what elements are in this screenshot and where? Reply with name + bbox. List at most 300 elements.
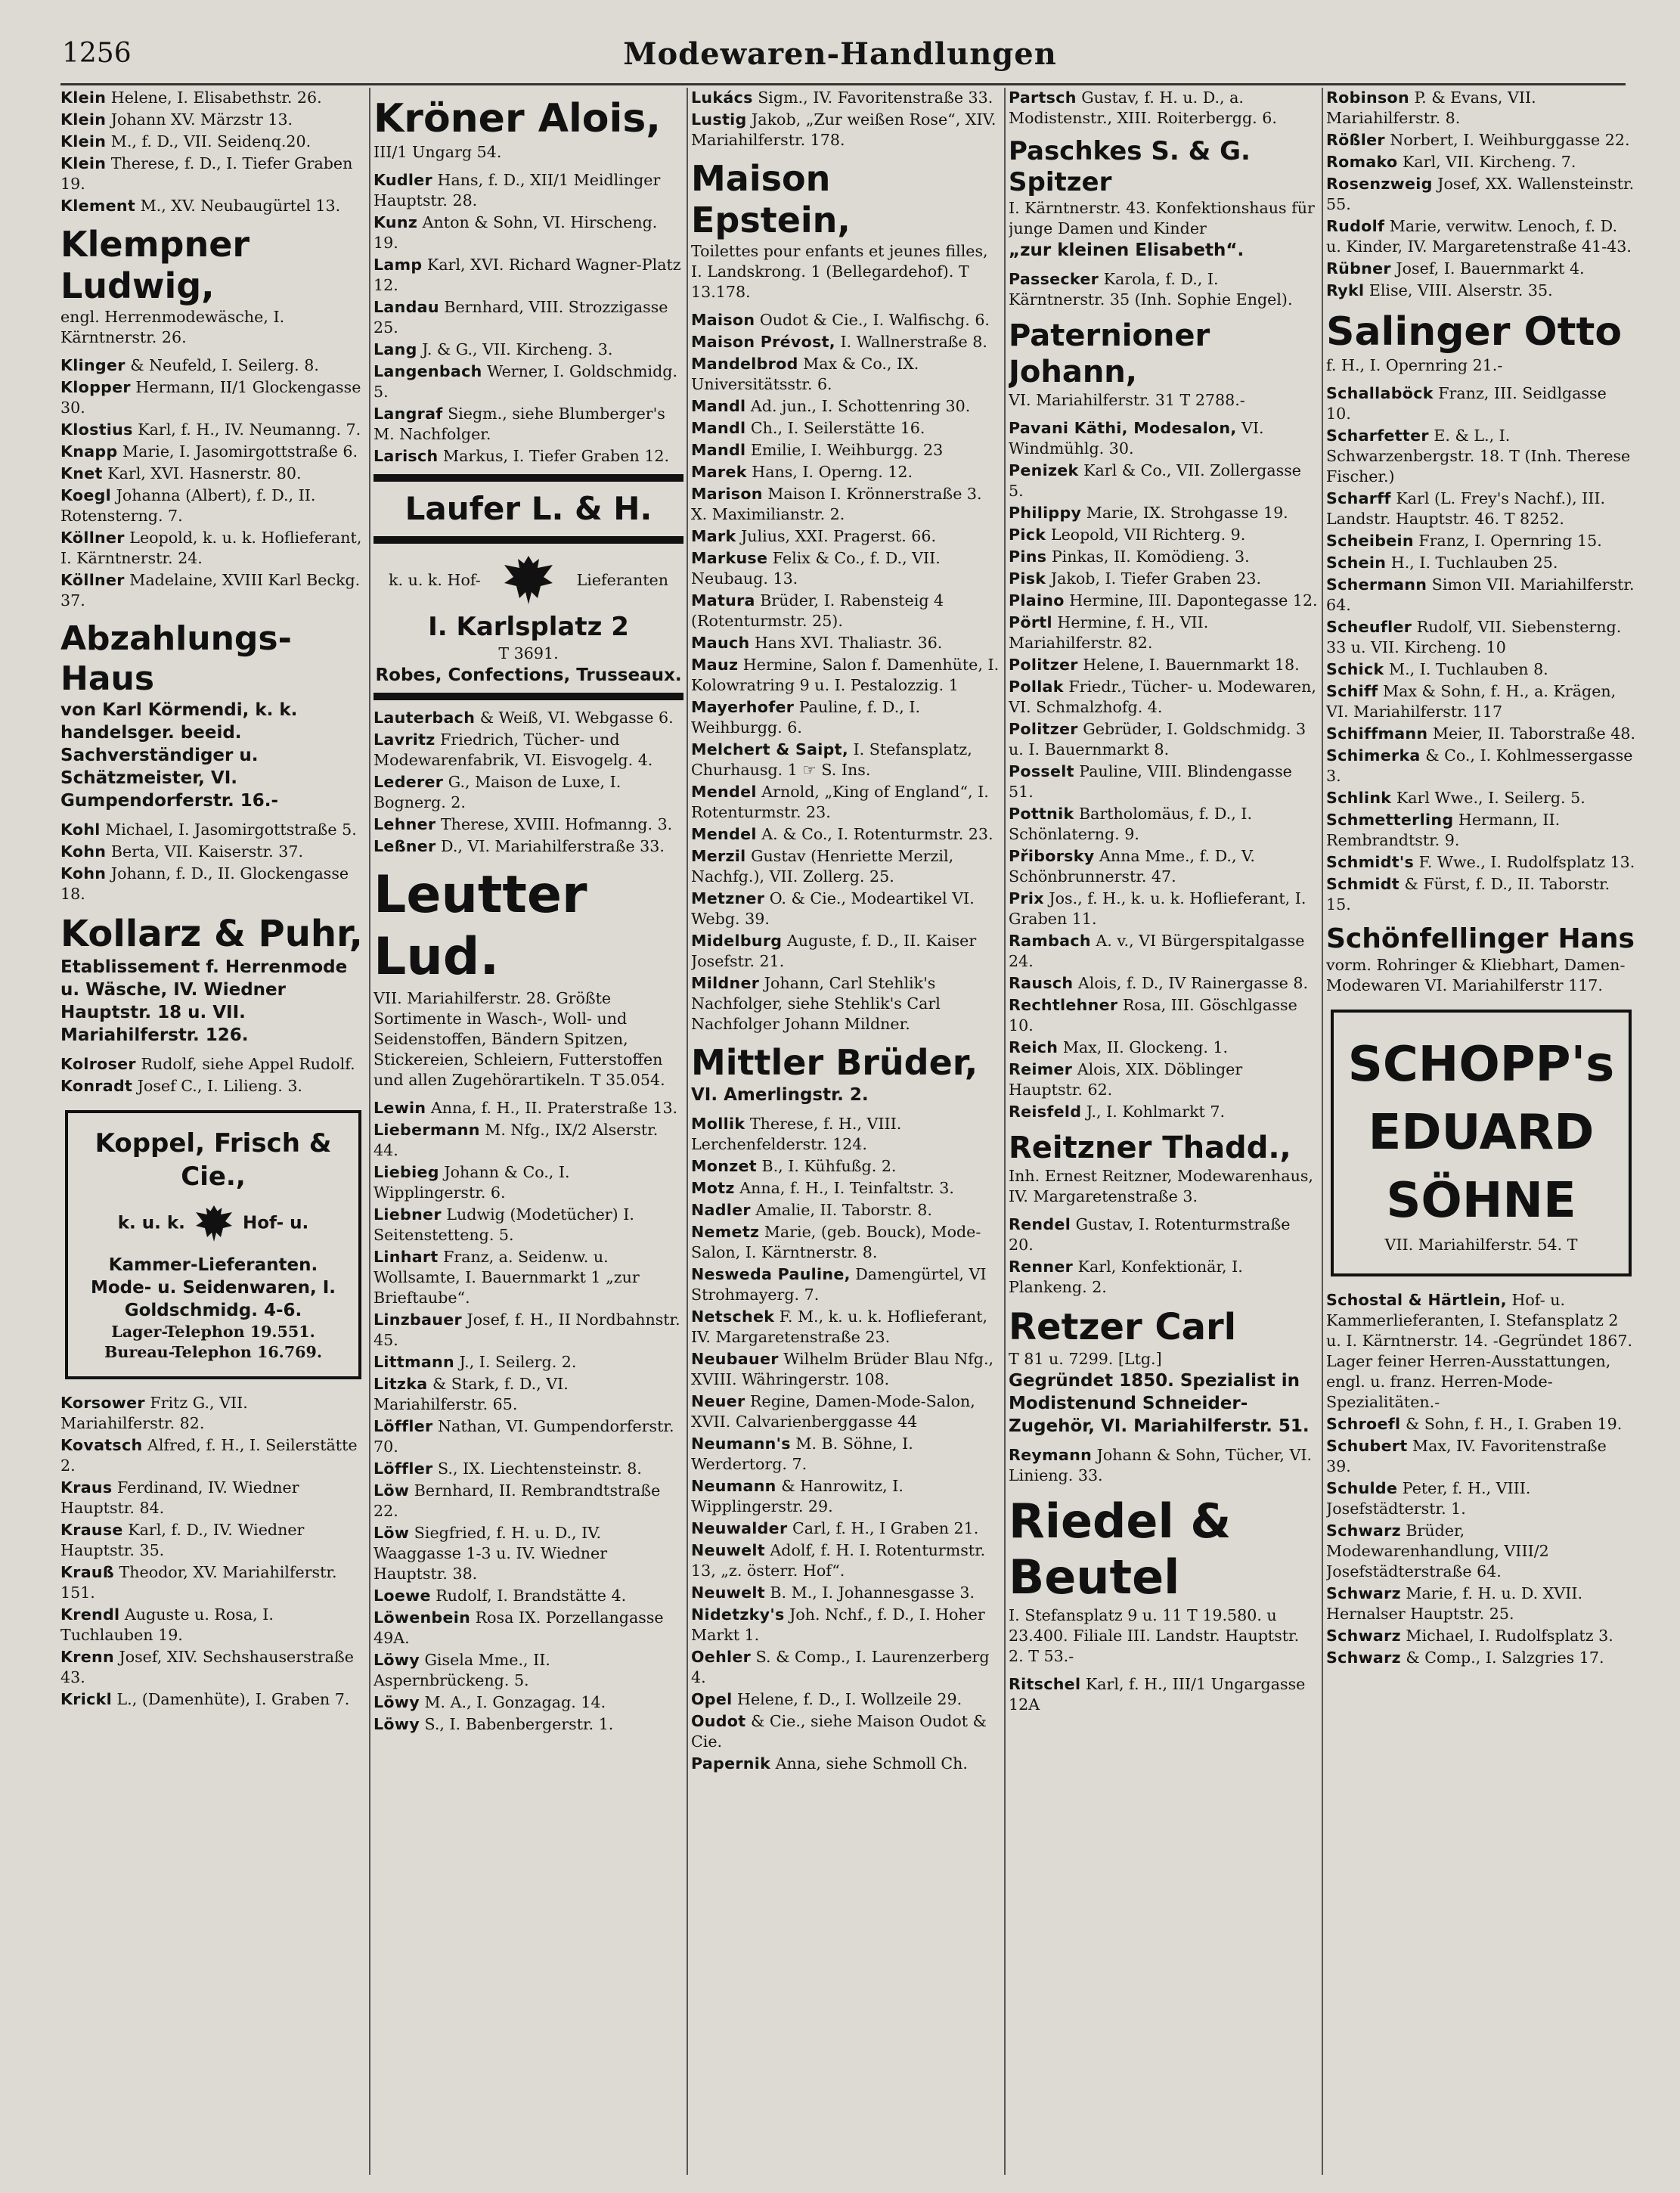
entry-text: Michael, I. Jasomirgottstraße 5. bbox=[105, 820, 357, 839]
entry-text: Alois, XIX. Döblinger Hauptstr. 62. bbox=[1009, 1060, 1243, 1099]
entry-name: Ritschel bbox=[1009, 1675, 1081, 1693]
entry-name: Linhart bbox=[374, 1248, 439, 1266]
list-entry bbox=[374, 1692, 683, 1713]
column-3 bbox=[691, 88, 1001, 2175]
advertisement bbox=[60, 224, 366, 348]
entry-text: Karl, VII. Kircheng. 7. bbox=[1403, 153, 1576, 171]
entry-text: Rudolf, VII. Siebensterng. 33 u. VII. Kircheng. 10 bbox=[1326, 618, 1622, 656]
entry-text: Karl, f. D., IV. Wiedner Hauptstr. 35. bbox=[60, 1521, 305, 1559]
entry-text: M. A., I. Gonzagag. 14. bbox=[424, 1693, 606, 1711]
advertisement-heading: Paternioner Johann, bbox=[1009, 318, 1210, 389]
column-4 bbox=[1009, 88, 1319, 2175]
advertisement-heading: Maison Epstein, bbox=[691, 158, 851, 240]
column-divider bbox=[1322, 88, 1323, 2175]
entry-text: I. Wallnerstraße 8. bbox=[840, 333, 987, 351]
entry-text: Anna, siehe Schmoll Ch. bbox=[775, 1754, 968, 1773]
telephone-line: Bureau-Telephon 16.769. bbox=[104, 1343, 322, 1361]
advertisement-address: VII. Mariahilferstr. 54. T bbox=[1384, 1236, 1578, 1254]
list-entry bbox=[374, 1098, 683, 1118]
entry-text: Gisela Mme., II. Aspernbrückeng. 5. bbox=[374, 1651, 550, 1689]
entry-text: Regine, Damen-Mode-Salon, XVII. Calvarienberggasse 44 bbox=[691, 1392, 975, 1431]
entry-text: D., VI. Mariahilferstraße 33. bbox=[441, 837, 665, 855]
entry-name: Lang bbox=[374, 340, 417, 358]
advertisement bbox=[691, 158, 1001, 302]
list-entry bbox=[1009, 613, 1319, 653]
advertisement-bold-text: von Karl Körmendi, k. k. handelsger. beeid. Sachverständiger u. Schätzmeister, VI. Gumpendorferstr. 16.- bbox=[60, 700, 298, 811]
entry-name: Kraus bbox=[60, 1478, 113, 1497]
entry-text: A. & Co., I. Rotenturmstr. 23. bbox=[761, 825, 993, 843]
entry-name: Neumann bbox=[691, 1477, 776, 1495]
list-entry bbox=[691, 526, 1001, 547]
entry-name: Reymann bbox=[1009, 1446, 1093, 1464]
entry-name: Nadler bbox=[691, 1201, 751, 1219]
entry-name: Lamp bbox=[374, 256, 423, 274]
list-entry bbox=[1326, 788, 1636, 808]
entry-text: & Sohn, f. H., I. Graben 19. bbox=[1405, 1415, 1623, 1433]
list-entry bbox=[1326, 852, 1636, 873]
entry-name: Krause bbox=[60, 1521, 123, 1539]
entry-name: Posselt bbox=[1009, 762, 1074, 780]
entry-name: Mark bbox=[691, 527, 736, 545]
entry-name: Markuse bbox=[691, 549, 768, 567]
entry-name: Schostal & Härtlein, bbox=[1326, 1291, 1507, 1309]
entry-text: Joh. Nchf., f. D., I. Hoher Markt 1. bbox=[691, 1605, 985, 1644]
list-entry bbox=[691, 931, 1001, 972]
advertisement-text: Toilettes pour enfants et jeunes filles, I. Landskrong. 1 (Bellegardehof). T 13.178. bbox=[691, 242, 988, 301]
list-entry bbox=[691, 1689, 1001, 1710]
entry-text: Gustav, f. H. u. D., a. Modistenstr., XIII. Roiterbergg. 6. bbox=[1009, 88, 1277, 127]
list-entry bbox=[1009, 1257, 1319, 1298]
entry-name: Rößler bbox=[1326, 131, 1385, 149]
entry-text: Peter, f. H., VIII. Josefstädterstr. 1. bbox=[1326, 1479, 1531, 1518]
list-entry bbox=[374, 255, 683, 296]
list-entry bbox=[1326, 531, 1636, 551]
entry-name: Löwy bbox=[374, 1693, 420, 1711]
entry-name: Scheufler bbox=[1326, 618, 1412, 636]
list-entry bbox=[691, 354, 1001, 395]
list-entry bbox=[1326, 174, 1636, 215]
entry-name: Löwy bbox=[374, 1715, 420, 1733]
list-entry bbox=[374, 1352, 683, 1373]
list-entry bbox=[1009, 719, 1319, 760]
entry-text: M., XV. Neubaugürtel 13. bbox=[140, 197, 341, 215]
entry-name: Schiffmann bbox=[1326, 724, 1428, 743]
advertisement-heading: Abzahlungs-Haus bbox=[60, 619, 292, 698]
entry-name: Schwarz bbox=[1326, 1627, 1401, 1645]
entry-name: Linzbauer bbox=[374, 1311, 462, 1329]
list-entry bbox=[691, 1222, 1001, 1263]
list-entry bbox=[691, 591, 1001, 631]
entry-name: Krickl bbox=[60, 1690, 112, 1708]
entry-name: Schmidt's bbox=[1326, 853, 1415, 871]
entry-name: Metzner bbox=[691, 889, 765, 907]
double-eagle-icon bbox=[498, 550, 559, 610]
advertisement bbox=[1009, 318, 1319, 411]
advertisement-heading: SÖHNE bbox=[1386, 1173, 1576, 1229]
advertisement-text: engl. Herrenmodewäsche, I. Kärntnerstr. 26. bbox=[60, 308, 285, 346]
list-entry bbox=[691, 484, 1001, 525]
list-entry bbox=[1009, 846, 1319, 887]
list-entry bbox=[60, 528, 366, 569]
entry-text: Marie, IX. Strohgasse 19. bbox=[1086, 504, 1288, 522]
laufer-advertisement bbox=[374, 474, 683, 700]
entry-name: Rudolf bbox=[1326, 217, 1385, 235]
advertisement-text: I. Kärntnerstr. 43. Konfektionshaus für junge Damen und Kinder bbox=[1009, 199, 1315, 237]
list-entry bbox=[691, 1200, 1001, 1221]
entry-name: Lederer bbox=[374, 773, 444, 791]
list-entry bbox=[60, 464, 366, 484]
entry-text: Helene, I. Elisabethstr. 26. bbox=[110, 88, 322, 107]
entry-name: Leßner bbox=[374, 837, 436, 855]
entry-name: Neuwalder bbox=[691, 1519, 788, 1537]
entry-name: Klein bbox=[60, 154, 107, 172]
list-entry bbox=[374, 297, 683, 338]
entry-name: Lavritz bbox=[374, 730, 435, 749]
list-entry bbox=[691, 440, 1001, 461]
entry-name: Reich bbox=[1009, 1038, 1059, 1056]
list-entry bbox=[60, 842, 366, 862]
list-entry bbox=[374, 340, 683, 360]
purveyor-line bbox=[374, 550, 683, 610]
entry-text: Franz, III. Seidlgasse 10. bbox=[1326, 384, 1607, 423]
entry-text: Michael, I. Rudolfsplatz 3. bbox=[1406, 1627, 1613, 1645]
entry-text: Anna Mme., f. D., V. Schönbrunnerstr. 47. bbox=[1009, 847, 1255, 886]
page-number: 1256 bbox=[62, 38, 132, 69]
entry-name: Rübner bbox=[1326, 259, 1391, 278]
list-entry bbox=[1009, 804, 1319, 845]
entry-name: Rykl bbox=[1326, 281, 1365, 299]
entry-text: Pauline, VIII. Blindengasse 51. bbox=[1009, 762, 1292, 801]
boxed-advertisement bbox=[1331, 1010, 1632, 1276]
entry-text: Helene, f. D., I. Wollzeile 29. bbox=[737, 1690, 962, 1708]
list-entry bbox=[1326, 746, 1636, 786]
list-entry bbox=[1326, 1478, 1636, 1519]
column-divider bbox=[687, 88, 688, 2175]
list-entry bbox=[1009, 269, 1319, 310]
entry-name: Neubauer bbox=[691, 1350, 779, 1368]
advertisement bbox=[1009, 1494, 1319, 1667]
list-entry bbox=[691, 697, 1001, 738]
page-header bbox=[0, 32, 1680, 80]
entry-name: Pottnik bbox=[1009, 805, 1074, 823]
list-entry bbox=[691, 1391, 1001, 1432]
entry-name: Langraf bbox=[374, 405, 443, 423]
entry-text: P. & Evans, VII. Mariahilferstr. 8. bbox=[1326, 88, 1536, 127]
entry-name: Robinson bbox=[1326, 88, 1409, 107]
advertisement bbox=[1009, 1130, 1319, 1207]
advertisement-text: T 81 u. 7299. [Ltg.] bbox=[1009, 1350, 1162, 1368]
advertisement bbox=[1326, 309, 1636, 376]
entry-name: Opel bbox=[691, 1690, 733, 1708]
advertisement bbox=[1009, 136, 1319, 262]
entry-name: Marek bbox=[691, 463, 747, 481]
advertisement-heading: Leutter Lud. bbox=[374, 865, 587, 987]
entry-name: Klement bbox=[60, 197, 136, 215]
list-entry bbox=[1009, 973, 1319, 994]
entry-text: Marie, (geb. Bouck), Mode-Salon, I. Kärntnerstr. 8. bbox=[691, 1223, 981, 1261]
list-entry bbox=[1326, 1436, 1636, 1477]
list-entry bbox=[1009, 677, 1319, 718]
list-entry bbox=[1009, 1214, 1319, 1255]
entry-name: Scharff bbox=[1326, 489, 1391, 507]
list-entry bbox=[374, 1608, 683, 1649]
entry-name: Rendel bbox=[1009, 1215, 1071, 1233]
entry-text: F. M., k. u. k. Hoflieferant, IV. Margaretenstraße 23. bbox=[691, 1307, 988, 1346]
entry-text: Anton & Sohn, VI. Hirscheng. 19. bbox=[374, 213, 658, 252]
advertisement-heading: Klempner Ludwig, bbox=[60, 224, 250, 306]
entry-name: Schmetterling bbox=[1326, 811, 1454, 829]
list-entry bbox=[1009, 1102, 1319, 1122]
entry-name: Kunz bbox=[374, 213, 418, 231]
entry-text: Jakob, I. Tiefer Graben 23. bbox=[1050, 569, 1261, 588]
column-2 bbox=[374, 88, 683, 2175]
list-entry bbox=[1326, 281, 1636, 301]
entry-text: Johann, f. D., II. Glockengasse 18. bbox=[60, 864, 349, 903]
list-entry bbox=[691, 1583, 1001, 1603]
entry-name: Rambach bbox=[1009, 932, 1091, 950]
entry-name: Partsch bbox=[1009, 88, 1077, 107]
entry-text: Wilhelm Brüder Blau Nfg., XVIII. Währingerstr. 108. bbox=[691, 1350, 994, 1388]
entry-text: Hermine, Salon f. Damenhüte, I. Kolowratring 9 u. I. Pestalozzig. 1 bbox=[691, 656, 1000, 694]
advertisement-subtext: Robes, Confections, Trusseaux. bbox=[375, 665, 682, 685]
list-entry bbox=[60, 1435, 366, 1476]
entry-text: Ch., I. Seilerstätte 16. bbox=[750, 419, 925, 437]
list-entry bbox=[374, 836, 683, 857]
list-entry bbox=[1009, 569, 1319, 589]
entry-text: Berta, VII. Kaiserstr. 37. bbox=[110, 842, 303, 861]
entry-name: Pisk bbox=[1009, 569, 1046, 588]
entry-name: Mauch bbox=[691, 634, 750, 652]
list-entry bbox=[691, 1754, 1001, 1774]
entry-name: Merzil bbox=[691, 847, 746, 865]
list-entry bbox=[60, 864, 366, 904]
entry-name: Löw bbox=[374, 1524, 410, 1542]
list-entry bbox=[1009, 995, 1319, 1036]
list-entry bbox=[1009, 655, 1319, 675]
list-entry bbox=[374, 814, 683, 835]
ad-rule bbox=[374, 536, 683, 544]
list-entry bbox=[691, 824, 1001, 845]
entry-name: Schermann bbox=[1326, 575, 1427, 594]
entry-text: Siegm., siehe Blumberger's M. Nachfolger. bbox=[374, 405, 665, 443]
entry-text: & Weiß, VI. Webgasse 6. bbox=[479, 709, 674, 727]
advertisement bbox=[1326, 923, 1636, 996]
list-entry bbox=[374, 772, 683, 813]
entry-name: Knet bbox=[60, 464, 103, 482]
entry-text: Brüder, I. Rabensteig 4 (Rotenturmstr. 25). bbox=[691, 591, 944, 630]
entry-name: Littmann bbox=[374, 1353, 454, 1371]
entry-text: Bernhard, VIII. Strozzigasse 25. bbox=[374, 298, 668, 337]
list-entry bbox=[60, 1076, 366, 1096]
entry-name: Papernik bbox=[691, 1754, 771, 1773]
entry-text: Anna, f. H., I. Teinfaltstr. 3. bbox=[739, 1179, 954, 1197]
entry-name: Lukács bbox=[691, 88, 753, 107]
list-entry bbox=[691, 633, 1001, 653]
entry-text: Leopold, VII Richterg. 9. bbox=[1050, 526, 1246, 544]
list-entry bbox=[691, 889, 1001, 929]
entry-text: Leopold, k. u. k. Hoflieferant, I. Kärntnerstr. 24. bbox=[60, 529, 362, 567]
entry-text: J., I. Kohlmarkt 7. bbox=[1086, 1103, 1226, 1121]
list-entry bbox=[691, 110, 1001, 150]
entry-name: Politzer bbox=[1009, 656, 1078, 674]
list-entry bbox=[1009, 762, 1319, 802]
entry-name: Klein bbox=[60, 110, 107, 129]
entry-text: Hermann, II/1 Glockengasse 30. bbox=[60, 378, 361, 417]
advertisement-bold-text: Gegründet 1850. Spezialist in Modistenund Schneider-Zugehör, VI. Mariahilferstr. 51. bbox=[1009, 1371, 1310, 1436]
list-entry bbox=[1326, 553, 1636, 573]
entry-text: Maison I. Krönnerstraße 3. X. Maximilianstr. 2. bbox=[691, 485, 982, 523]
entry-name: Maison bbox=[691, 311, 755, 329]
entry-name: Köllner bbox=[60, 571, 125, 589]
list-entry bbox=[374, 212, 683, 253]
entry-text: Friedrich, Tücher- und Modewarenfabrik, VI. Eisvogelg. 4. bbox=[374, 730, 653, 769]
list-entry bbox=[60, 1393, 366, 1434]
list-entry bbox=[1326, 575, 1636, 616]
advertisement-text: III/1 Ungarg 54. bbox=[374, 143, 502, 161]
entry-name: Scharfetter bbox=[1326, 427, 1429, 445]
entry-text: Rudolf, I. Brandstätte 4. bbox=[435, 1587, 627, 1605]
list-entry bbox=[691, 740, 1001, 780]
list-entry bbox=[691, 548, 1001, 589]
entry-text: Sigm., IV. Favoritenstraße 33. bbox=[758, 88, 993, 107]
entry-name: Korsower bbox=[60, 1394, 145, 1412]
entry-name: Rausch bbox=[1009, 974, 1074, 992]
entry-name: Neswedа Pauline, bbox=[691, 1265, 851, 1283]
list-entry bbox=[1326, 152, 1636, 172]
entry-name: Kolroser bbox=[60, 1055, 136, 1073]
list-entry bbox=[374, 1650, 683, 1691]
advertisement bbox=[374, 864, 683, 1090]
list-entry bbox=[374, 1310, 683, 1351]
list-entry bbox=[60, 1689, 366, 1710]
entry-text: Therese, f. H., VIII. Lerchenfelderstr. 124. bbox=[691, 1115, 902, 1153]
entry-text: Hans, I. Operng. 12. bbox=[752, 463, 913, 481]
entry-name: Pick bbox=[1009, 526, 1046, 544]
column-5 bbox=[1326, 88, 1636, 2175]
entry-text: Josef, I. Bauernmarkt 4. bbox=[1396, 259, 1585, 278]
list-entry bbox=[374, 1162, 683, 1203]
list-entry bbox=[60, 355, 366, 376]
entry-text: Johann, Carl Stehlik's Nachfolger, siehe Stehlik's Carl Nachfolger Johann Mildner. bbox=[691, 974, 941, 1033]
entry-text: Oudot & Cie., I. Walfischg. 6. bbox=[759, 311, 990, 329]
entry-name: Loewe bbox=[374, 1587, 431, 1605]
entry-name: Liebieg bbox=[374, 1163, 439, 1181]
entry-text: S. & Comp., I. Laurenzerberg 4. bbox=[691, 1648, 990, 1686]
advertisement-heading: Laufer L. & H. bbox=[405, 490, 652, 527]
entry-text: Alfred, f. H., I. Seilerstätte 2. bbox=[60, 1436, 358, 1475]
entry-text: O. & Cie., Modeartikel VI. Webg. 39. bbox=[691, 889, 975, 928]
entry-text: Felix & Co., f. D., VII. Neubaug. 13. bbox=[691, 549, 941, 588]
entry-text: Max, II. Glockeng. 1. bbox=[1062, 1038, 1229, 1056]
entry-text: Alois, f. D., IV Rainergasse 8. bbox=[1077, 974, 1309, 992]
entry-text: Josef, XX. Wallensteinstr. 55. bbox=[1326, 175, 1635, 213]
entry-text: Emilie, I. Weihburgg. 23 bbox=[750, 441, 944, 459]
entry-name: Langenbach bbox=[374, 362, 482, 380]
list-entry bbox=[374, 446, 683, 467]
entry-text: Bartholomäus, f. D., I. Schönlaterng. 9. bbox=[1009, 805, 1252, 843]
entry-text: S., I. Babenbergerstr. 1. bbox=[424, 1715, 614, 1733]
advertisement-bold-text: „zur kleinen Elisabeth“. bbox=[1009, 240, 1245, 260]
entry-name: Kudler bbox=[374, 171, 432, 189]
list-entry bbox=[60, 485, 366, 526]
entry-name: Schmidt bbox=[1326, 875, 1399, 893]
list-entry bbox=[374, 1714, 683, 1735]
entry-name: Motz bbox=[691, 1179, 735, 1197]
list-entry bbox=[691, 1476, 1001, 1517]
list-entry bbox=[374, 1120, 683, 1161]
entry-text: Auguste u. Rosa, I. Tuchlauben 19. bbox=[60, 1605, 274, 1644]
list-entry bbox=[1326, 617, 1636, 658]
entry-name: Knapp bbox=[60, 442, 118, 461]
entry-name: Schein bbox=[1326, 554, 1387, 572]
entry-name: Reimer bbox=[1009, 1060, 1073, 1078]
list-entry bbox=[1009, 1059, 1319, 1100]
entry-name: Klinger bbox=[60, 356, 126, 374]
entry-text: Ferdinand, IV. Wiedner Hauptstr. 84. bbox=[60, 1478, 299, 1517]
entry-name: Rosenzweig bbox=[1326, 175, 1433, 193]
list-entry bbox=[1009, 1445, 1319, 1486]
column-divider bbox=[369, 88, 370, 2175]
list-entry bbox=[1326, 681, 1636, 722]
entry-text: Arnold, „King of England“, I. Rotenturmstr. 23. bbox=[691, 783, 989, 821]
entry-text: E. & L., I. Schwarzenbergstr. 18. T (Inh. Therese Fischer.) bbox=[1326, 427, 1631, 485]
entry-text: Gustav, I. Rotenturmstraße 20. bbox=[1009, 1215, 1291, 1254]
entry-text: Amalie, II. Taborstr. 8. bbox=[755, 1201, 932, 1219]
entry-text: Hermann, II. Rembrandtstr. 9. bbox=[1326, 811, 1561, 849]
advertisement-heading: SCHOPP's bbox=[1347, 1037, 1615, 1093]
entry-name: Reisfeld bbox=[1009, 1103, 1082, 1121]
entry-text: Franz, I. Opernring 15. bbox=[1418, 532, 1602, 550]
entry-text: Siegfried, f. H. u. D., IV. Waaggasse 1-3 u. IV. Wiedner Hauptstr. 38. bbox=[374, 1524, 608, 1583]
entry-name: Pörtl bbox=[1009, 613, 1052, 631]
entry-text: Johann XV. Märzstr 13. bbox=[110, 110, 293, 129]
list-entry bbox=[691, 418, 1001, 439]
entry-name: Klopper bbox=[60, 378, 131, 396]
entry-name: Löffler bbox=[374, 1417, 433, 1435]
entry-name: Mendel bbox=[691, 783, 757, 801]
entry-text: Karl (L. Frey's Nachf.), III. Landstr. Hauptstr. 46. T 8252. bbox=[1326, 489, 1606, 528]
list-entry bbox=[60, 442, 366, 462]
list-entry bbox=[1326, 1648, 1636, 1668]
purveyor-right: Lieferanten bbox=[576, 570, 668, 589]
list-entry bbox=[1326, 1626, 1636, 1646]
entry-name: Oudot bbox=[691, 1712, 746, 1730]
list-entry bbox=[374, 1459, 683, 1479]
entry-text: Karl, Konfektionär, I. Plankeng. 2. bbox=[1009, 1258, 1243, 1296]
list-entry bbox=[1326, 1583, 1636, 1624]
entry-name: Löffler bbox=[374, 1459, 433, 1478]
entry-name: Lewin bbox=[374, 1099, 426, 1117]
entry-text: Hof- u. Kammerlieferanten, I. Stefansplatz 2 u. I. Kärntnerstr. 14. -Gegründet 1867. Lager feiner Herren-Ausstattungen, engl. u. franz. Herren-Mode-Spezialitäten.- bbox=[1326, 1291, 1633, 1411]
list-entry bbox=[1009, 88, 1319, 129]
list-entry bbox=[60, 88, 366, 108]
entry-name: Monzet bbox=[691, 1157, 757, 1175]
list-entry bbox=[1326, 88, 1636, 129]
purveyor-text: k. u. k. bbox=[117, 1213, 185, 1233]
entry-name: Marison bbox=[691, 485, 763, 503]
advertisement-text: vorm. Rohringer & Kliebhart, Damen-Modewaren VI. Mariahilferstr 117. bbox=[1326, 956, 1626, 994]
entry-text: Elise, VIII. Alserstr. 35. bbox=[1368, 281, 1553, 299]
list-entry bbox=[691, 1349, 1001, 1390]
advertisement bbox=[374, 95, 683, 163]
list-entry bbox=[691, 332, 1001, 352]
list-entry bbox=[1326, 426, 1636, 487]
entry-name: Romako bbox=[1326, 153, 1398, 171]
advertisement-bold-text: Etablissement f. Herrenmode u. Wäsche, IV. Wiedner Hauptstr. 18 u. VII. Mariahilferstr. 126. bbox=[60, 957, 348, 1045]
advertisement-bold-text: Kammer-Lieferanten. Mode- u. Seidenwaren, I. Goldschmidg. 4-6. bbox=[90, 1255, 336, 1320]
entry-name: Philippy bbox=[1009, 504, 1082, 522]
entry-text: Hermine, III. Dapontegasse 12. bbox=[1069, 591, 1318, 610]
